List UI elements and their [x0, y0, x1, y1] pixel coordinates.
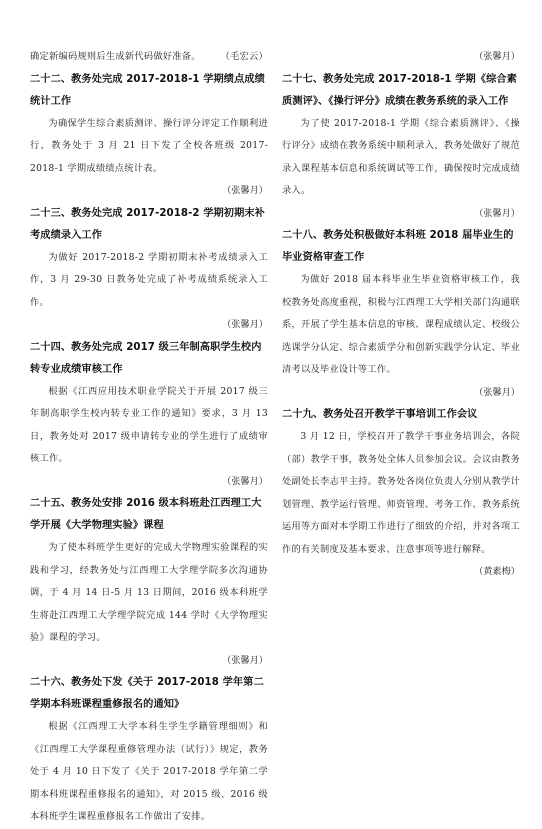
- section-author: （张馨月）: [222, 319, 268, 330]
- section-29: [282, 404, 520, 584]
- section-body: 根据《江西理工大学本科生学生学籍管理细则》和《江西理工大学课程重修管理办法（试行）》规定，教务处于 4 月 10 日下发了《关于 2017-2018 学年第二学期本科班课程重修报名的通知》，对 2015 级、2016 级本科班学生课程重修报名工作做出了安排。: [30, 721, 268, 822]
- section-26: [30, 672, 268, 829]
- section-23: [30, 203, 268, 337]
- section-body: 为了使 2017-2018-1 学期《综合素质测评》、《操行评分》成绩在教务系统中顺利录入，教务处做好了规范录入课程基本信息和系统调试等工作，确保按时完成成绩录入。: [282, 117, 520, 196]
- section-body: 为了使本科班学生更好的完成大学物理实验课程的实践和学习，经教务处与江西理工大学理学院多次沟通协调，于 4 月 14 日-5 月 13 日期间，2016 级本科班学生将赴江西理工大学理学院完成 144 学时《大学物理实验》课程的学习。: [30, 542, 268, 643]
- right-column: [282, 46, 520, 584]
- section-author: （张馨月）: [474, 386, 520, 398]
- section-heading: 二十四、教务处完成 2017 级三年制高职学生校内转专业成绩审核工作: [30, 341, 262, 375]
- section-heading: 二十二、教务处完成 2017-2018-1 学期绩点成绩统计工作: [30, 73, 265, 107]
- section-body: 3 月 12 日，学校召开了教学干事业务培训会，各院（部）教学干事，教务处全体人员参加会议。会议由教务处副处长李志平主持。教务处各岗位负责人分别从教学计划管理、教学运行管理、师资管理、考务工作、教务系统运用等方面对本学期工作进行了细致的介绍，并对各项工作的有关制度及基本要求、注意事项等进行解释。: [282, 431, 520, 555]
- lead-text: 确定新编码规则后生成新代码做好准备。: [30, 51, 201, 62]
- lead-author: （毛宏云）: [220, 51, 268, 62]
- section-body: 为做好 2017-2018-2 学期初期末补考成绩录入工作，3 月 29-30 日教务处完成了补考成绩系统录入工作。: [30, 251, 268, 308]
- section-author: （黄素梅）: [474, 566, 520, 577]
- section-28: [282, 225, 520, 404]
- section-body: 为确保学生综合素质测评、操行评分评定工作顺利进行，教务处于 3 月 21 日下发了全校各班级 2017-2018-1 学期成绩绩点统计表。: [30, 117, 268, 174]
- left-column: [30, 46, 268, 829]
- section-25: [30, 493, 268, 672]
- section-heading: 二十七、教务处完成 2017-2018-1 学期《综合素质测评》、《操行评分》成绩在教务系统的录入工作: [282, 73, 517, 107]
- section-22: [30, 69, 268, 203]
- section-author: （张馨月）: [222, 185, 268, 196]
- section-24: [30, 337, 268, 494]
- section-body: 为做好 2018 届本科毕业生毕业资格审核工作，我校教务处高度重视，积极与江西理工大学相关部门沟通联系，开展了学生基本信息的审核、课程成绩认定、校级公选课学分认定、综合素质学分和创新实践学分认定、毕业清考以及毕业设计等工作。: [282, 274, 520, 375]
- section-heading: 二十三、教务处完成 2017-2018-2 学期初期末补考成绩录入工作: [30, 207, 265, 241]
- section-heading: 二十五、教务处安排 2016 级本科班赴江西理工大学开展《大学物理实验》课程: [30, 498, 262, 531]
- section-heading: 二十九、教务处召开教学干事培训工作会议: [282, 409, 478, 420]
- lead-author-right: （张馨月）: [474, 51, 520, 62]
- section-27: [282, 69, 520, 226]
- section-heading: 二十八、教务处积极做好本科班 2018 届毕业生的毕业资格审查工作: [282, 230, 514, 263]
- section-body: 根据《江西应用技术职业学院关于开展 2017 级三年制高职学生校内转专业工作的通知》要求，3 月 13 日，教务处对 2017 级申请转专业的学生进行了成绩审核工作。: [30, 385, 268, 464]
- section-author: （张馨月）: [222, 654, 268, 666]
- section-author: （张馨月）: [222, 475, 268, 487]
- section-author: （张馨月）: [474, 207, 520, 219]
- lead-paragraph: [30, 46, 268, 69]
- section-heading: 二十六、教务处下发《关于 2017-2018 学年第二学期本科班课程重修报名的通知》: [30, 677, 264, 710]
